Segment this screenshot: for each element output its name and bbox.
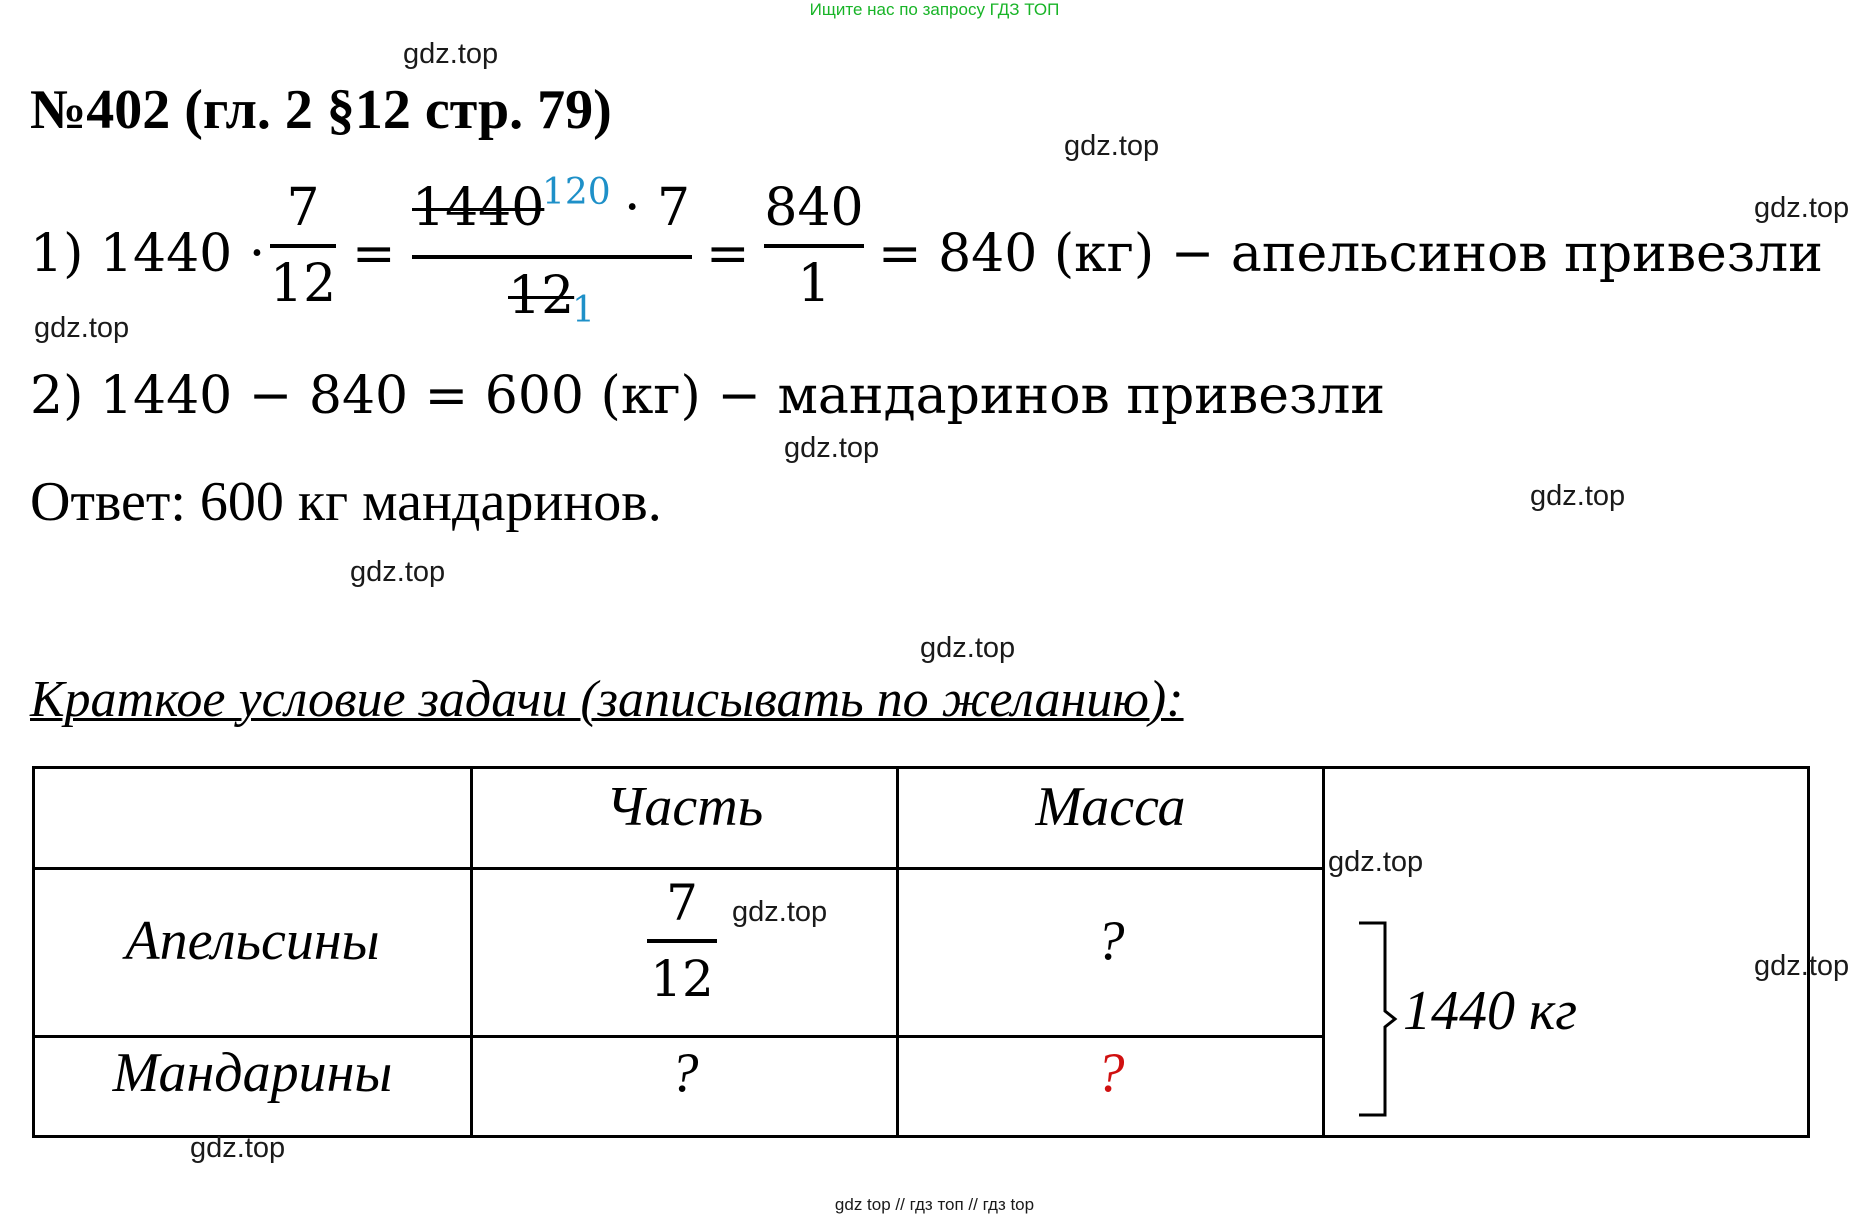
equals-sign: = <box>706 224 750 284</box>
bottom-banner: gdz top // гдз топ // гдз top <box>834 1195 1035 1214</box>
fraction-denominator: 1 <box>797 254 831 314</box>
table-divider <box>1322 769 1325 1135</box>
fraction-bar <box>647 939 717 943</box>
reduced-fraction <box>412 172 692 338</box>
row-oranges-mass: ? <box>1096 910 1125 972</box>
header-part: Часть <box>605 776 764 838</box>
struck-numerator: 1440 <box>412 178 545 238</box>
watermark: gdz.top <box>920 632 1016 664</box>
watermark: gdz.top <box>190 1132 286 1164</box>
table-divider <box>35 1035 1322 1038</box>
step1-prefix: 1) 1440 · <box>30 224 266 284</box>
fraction-bar <box>412 255 692 259</box>
reduced-denominator: 1 <box>572 290 595 331</box>
step-2: 2) 1440 − 840 = 600 (кг) − мандаринов привезли <box>30 366 1386 426</box>
fraction-numerator: 7 <box>666 874 698 932</box>
watermark: gdz.top <box>732 896 828 928</box>
top-banner: Ищите нас по запросу ГДЗ ТОП <box>809 0 1060 19</box>
fraction-bar <box>764 244 864 248</box>
watermark: gdz.top <box>1064 130 1160 162</box>
fraction-bar <box>270 244 336 248</box>
fraction-denominator: 12 <box>270 254 337 314</box>
watermark: gdz.top <box>350 556 446 588</box>
row-oranges-label: Апельсины <box>125 910 380 972</box>
reduced-numerator: 120 <box>542 172 611 213</box>
watermark: gdz.top <box>1530 480 1626 512</box>
total-mass: 1440 кг <box>1403 980 1578 1042</box>
short-condition-title: Краткое условие задачи (записывать по желанию): <box>30 671 1184 728</box>
fraction-numerator: 840 <box>764 178 864 238</box>
condition-table <box>32 766 1810 1138</box>
header-mass: Масса <box>1035 776 1186 838</box>
watermark: gdz.top <box>403 38 499 70</box>
fraction-denominator: 12 <box>650 950 714 1008</box>
fraction-7-12 <box>270 178 336 314</box>
step1-result: = 840 (кг) − апельсинов привезли <box>878 224 1823 284</box>
numerator-multiplier: · 7 <box>624 178 691 238</box>
watermark: gdz.top <box>1754 950 1850 982</box>
row-mandarins-label: Мандарины <box>112 1042 393 1104</box>
exercise-heading: №402 (гл. 2 §12 стр. 79) <box>30 79 612 141</box>
watermark: gdz.top <box>1754 192 1850 224</box>
watermark: gdz.top <box>784 432 880 464</box>
fraction-numerator: 7 <box>286 178 320 238</box>
answer: Ответ: 600 кг мандаринов. <box>30 471 662 533</box>
watermark: gdz.top <box>1328 846 1424 878</box>
table-divider <box>35 867 1322 870</box>
struck-denominator: 12 <box>508 266 575 326</box>
equals-sign: = <box>352 224 396 284</box>
row-mandarins-part: ? <box>670 1042 699 1104</box>
fraction-840-1 <box>764 178 864 314</box>
row-mandarins-mass: ? <box>1096 1042 1125 1104</box>
row-oranges-part <box>647 873 717 1009</box>
watermark: gdz.top <box>34 312 130 344</box>
